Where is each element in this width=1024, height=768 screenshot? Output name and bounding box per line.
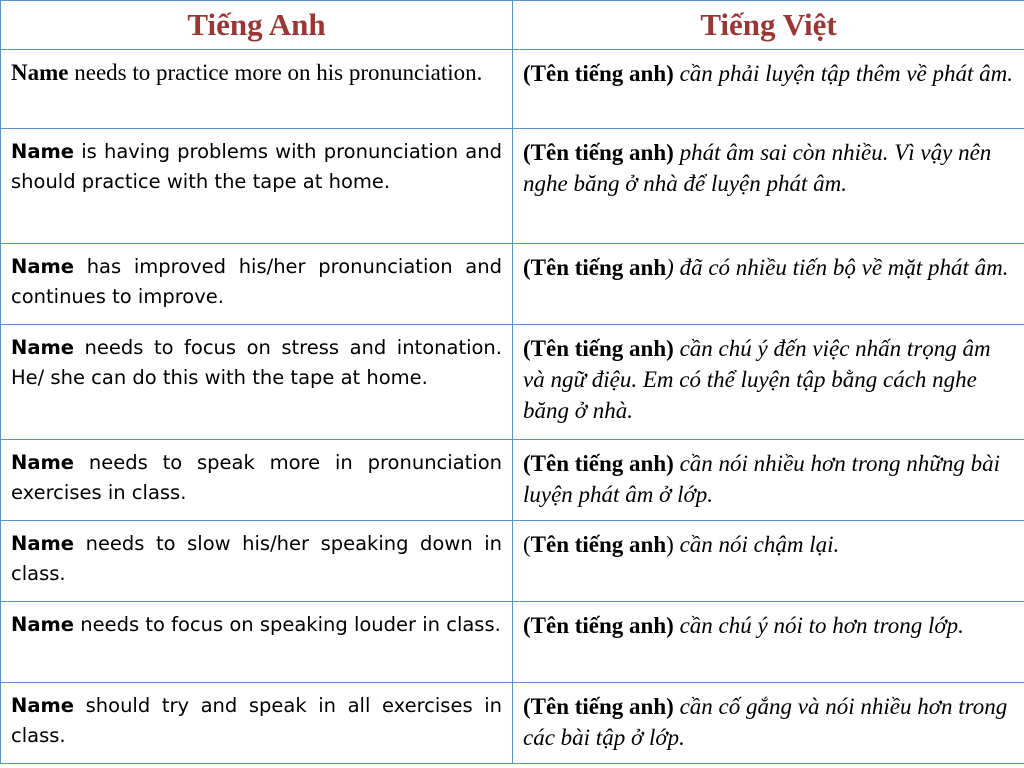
vi-close-paren: )	[666, 336, 674, 361]
english-comment: needs to focus on stress and intonation. He/ she can do this with the tape at home.	[11, 336, 502, 389]
vietnamese-comment: cần nói chậm lại.	[673, 532, 840, 557]
vi-name-placeholder: Tên tiếng anh	[530, 613, 667, 638]
english-cell	[1, 440, 513, 521]
vi-open-paren: (	[523, 140, 531, 165]
name-placeholder: Name	[11, 60, 69, 85]
vietnamese-cell	[513, 683, 1024, 764]
name-placeholder: Name	[11, 140, 75, 163]
vi-close-paren: )	[666, 140, 674, 165]
vi-open-paren: (	[523, 451, 531, 476]
vi-name-placeholder: Tên tiếng anh	[530, 336, 667, 361]
english-comment: needs to focus on speaking louder in class.	[74, 613, 501, 636]
vi-close-paren: )	[666, 451, 674, 476]
vi-open-paren: (	[523, 61, 531, 86]
vi-open-paren: (	[523, 532, 531, 557]
vietnamese-comment: cần nói nhiều hơn trong những bài luyện phát âm ở lớp.	[523, 451, 1000, 507]
table-row	[1, 683, 1024, 764]
table-row	[1, 521, 1024, 602]
english-cell	[1, 602, 513, 683]
table-row	[1, 244, 1024, 325]
vi-open-paren: (	[523, 694, 531, 719]
vi-close-paren: )	[666, 61, 674, 86]
name-placeholder: Name	[11, 336, 75, 359]
vietnamese-cell	[513, 440, 1024, 521]
vietnamese-cell	[513, 325, 1024, 440]
vi-name-placeholder: Tên tiếng anh	[530, 61, 667, 86]
english-cell	[1, 325, 513, 440]
english-comment: needs to practice more on his pronunciation.	[68, 60, 483, 85]
vi-name-placeholder: Tên tiếng anh	[530, 255, 667, 280]
english-cell	[1, 50, 513, 129]
english-comment: should try and speak in all exercises in class.	[11, 694, 502, 747]
english-cell	[1, 683, 513, 764]
vietnamese-cell	[513, 50, 1024, 129]
vi-close-paren: )	[666, 532, 674, 557]
column-header-vietnamese: Tiếng Việt	[513, 1, 1024, 50]
english-comment: has improved his/her pronunciation and continues to improve.	[11, 255, 502, 308]
english-comment: is having problems with pronunciation and should practice with the tape at home.	[11, 140, 502, 193]
table-row	[1, 129, 1024, 244]
table-row	[1, 602, 1024, 683]
name-placeholder: Name	[11, 532, 75, 555]
vi-close-paren: )	[666, 255, 674, 280]
vi-name-placeholder: Tên tiếng anh	[530, 140, 667, 165]
name-placeholder: Name	[11, 694, 75, 717]
vietnamese-cell	[513, 244, 1024, 325]
vietnamese-cell	[513, 602, 1024, 683]
name-placeholder: Name	[11, 255, 75, 278]
english-comment: needs to speak more in pronunciation exercises in class.	[11, 451, 502, 504]
column-header-english: Tiếng Anh	[1, 1, 513, 50]
vi-close-paren: )	[666, 694, 674, 719]
english-cell	[1, 521, 513, 602]
vietnamese-comment: cần phải luyện tập thêm về phát âm.	[673, 61, 1013, 86]
vietnamese-cell	[513, 521, 1024, 602]
vi-close-paren: )	[666, 613, 674, 638]
table-header-row	[1, 1, 1024, 50]
english-comment: needs to slow his/her speaking down in class.	[11, 532, 502, 585]
vi-name-placeholder: Tên tiếng anh	[530, 532, 667, 557]
vi-open-paren: (	[523, 255, 531, 280]
vietnamese-comment: đã có nhiều tiến bộ về mặt phát âm.	[673, 255, 1009, 280]
vi-open-paren: (	[523, 336, 531, 361]
english-cell	[1, 129, 513, 244]
vietnamese-comment: phát âm sai còn nhiều. Vì vậy nên nghe băng ở nhà để luyện phát âm.	[523, 140, 992, 196]
table-row	[1, 50, 1024, 129]
vietnamese-comment: cần chú ý đến việc nhấn trọng âm và ngữ điệu. Em có thể luyện tập bằng cách nghe băng ở nhà.	[523, 336, 991, 423]
vietnamese-cell	[513, 129, 1024, 244]
vietnamese-comment: cần cố gắng và nói nhiều hơn trong các bài tập ở lớp.	[523, 694, 1008, 750]
table-row	[1, 325, 1024, 440]
vi-open-paren: (	[523, 613, 531, 638]
name-placeholder: Name	[11, 451, 75, 474]
name-placeholder: Name	[11, 613, 75, 636]
table-row	[1, 440, 1024, 521]
vi-name-placeholder: Tên tiếng anh	[530, 694, 667, 719]
vi-name-placeholder: Tên tiếng anh	[530, 451, 667, 476]
english-cell	[1, 244, 513, 325]
vietnamese-comment: cần chú ý nói to hơn trong lớp.	[673, 613, 964, 638]
